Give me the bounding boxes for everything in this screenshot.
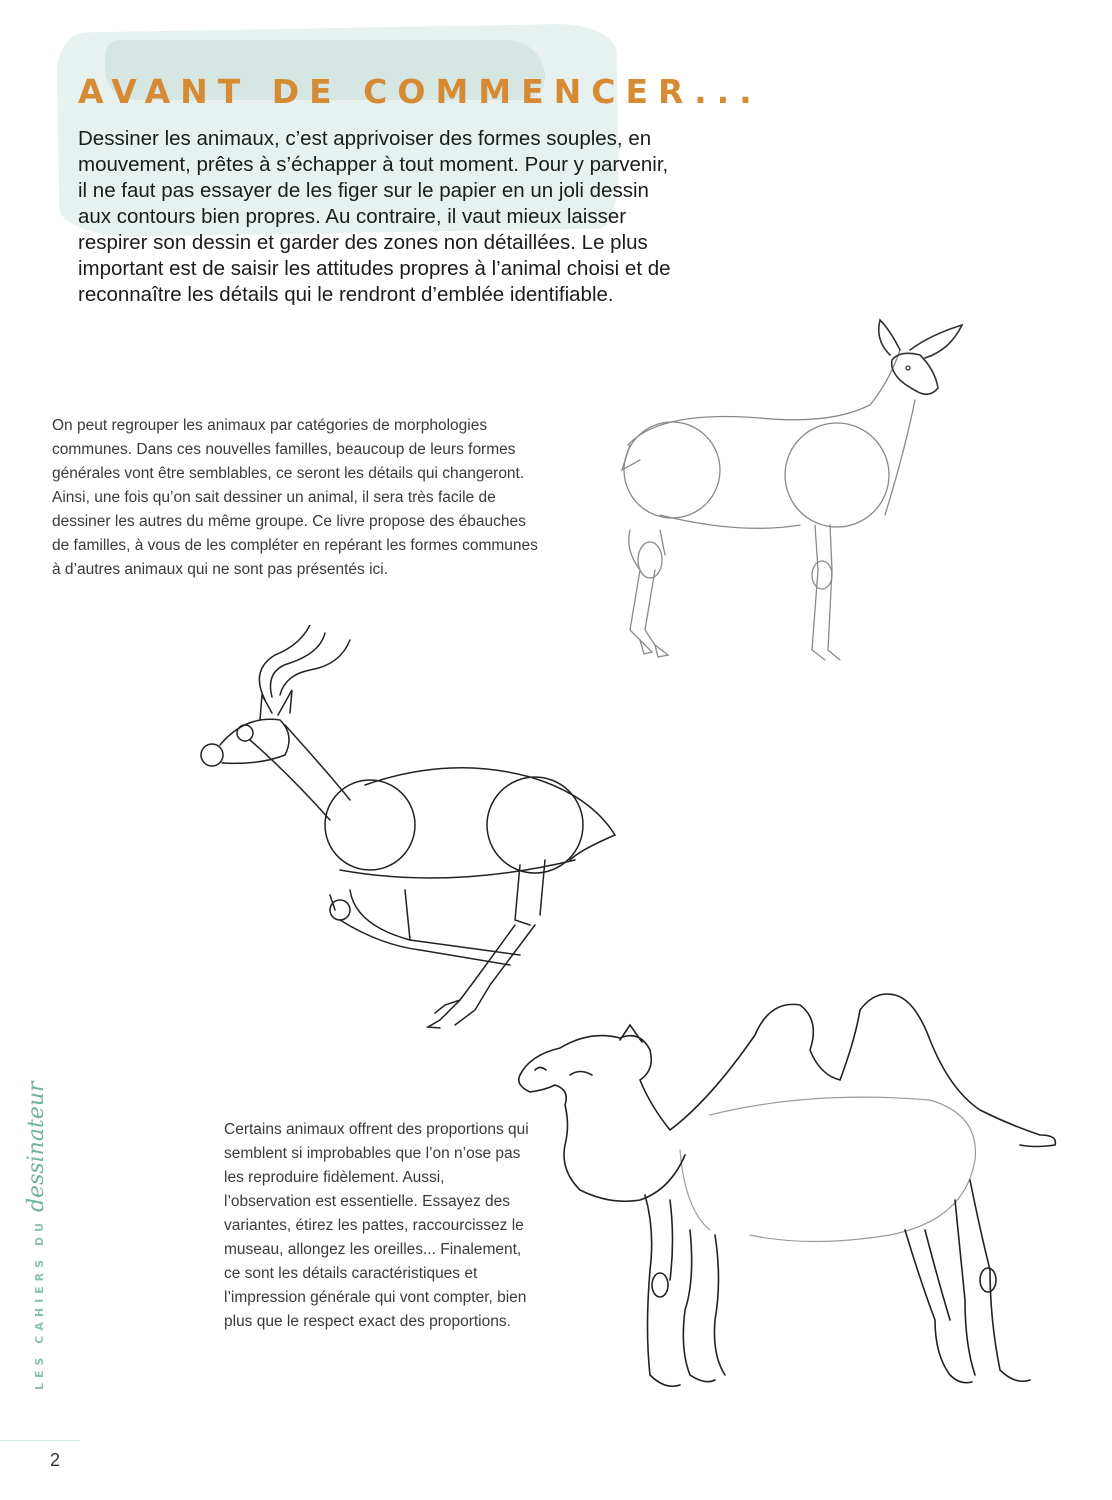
antelope-sketch [190, 625, 630, 1035]
proportions-paragraph: Certains animaux offrent des proportions qui semblent si improbables que l’on n’ose pas les reproduire fidèlement. Aussi, l’observation est essentielle. Essayez des variantes, étirez les pattes, raccourcissez le museau, allongez les oreilles... Finalement, ce sont les détails caractéristiques et l’impression générale qui vont compter, bien plus que le respect exact des proportions. [224, 1121, 529, 1330]
page-number: 2 [50, 1450, 61, 1470]
series-spine-label [24, 1081, 49, 1390]
intro-paragraph: Dessiner les animaux, c’est apprivoiser des formes souples, en mouvement, prêtes à s’échapper à tout moment. Pour y parvenir, il ne faut pas essayer de les figer sur le papier en un joli dessin aux contours bien propres. Au contraire, il vaut mieux laisser respirer son dessin et garder des zones non détaillées. Le plus important est de saisir les attitudes propres à l’animal choisi et de reconnaître les détails qui le rendront d’emblée identifiable. [78, 127, 671, 306]
camel-sketch [510, 980, 1070, 1420]
deer-sketch [600, 310, 980, 670]
series-name-script: dessinateur [24, 1081, 49, 1213]
series-name-small: LES CAHIERS DU [33, 1218, 46, 1390]
families-paragraph: On peut regrouper les animaux par catégories de morphologies communes. Dans ces nouvelles familles, beaucoup de leurs formes générales vont être semblables, ce seront les détails qui changeront. Ainsi, une fois qu’on sait dessiner un animal, il sera très facile de dessiner les autres du même groupe. Ce livre propose des ébauches de familles, à vous de les compléter en repérant les formes communes à d’autres animaux qui ne sont pas présentés ici. [52, 417, 538, 578]
page-heading: AVANT DE COMMENCER... [78, 72, 762, 111]
page-rule [0, 1440, 80, 1441]
